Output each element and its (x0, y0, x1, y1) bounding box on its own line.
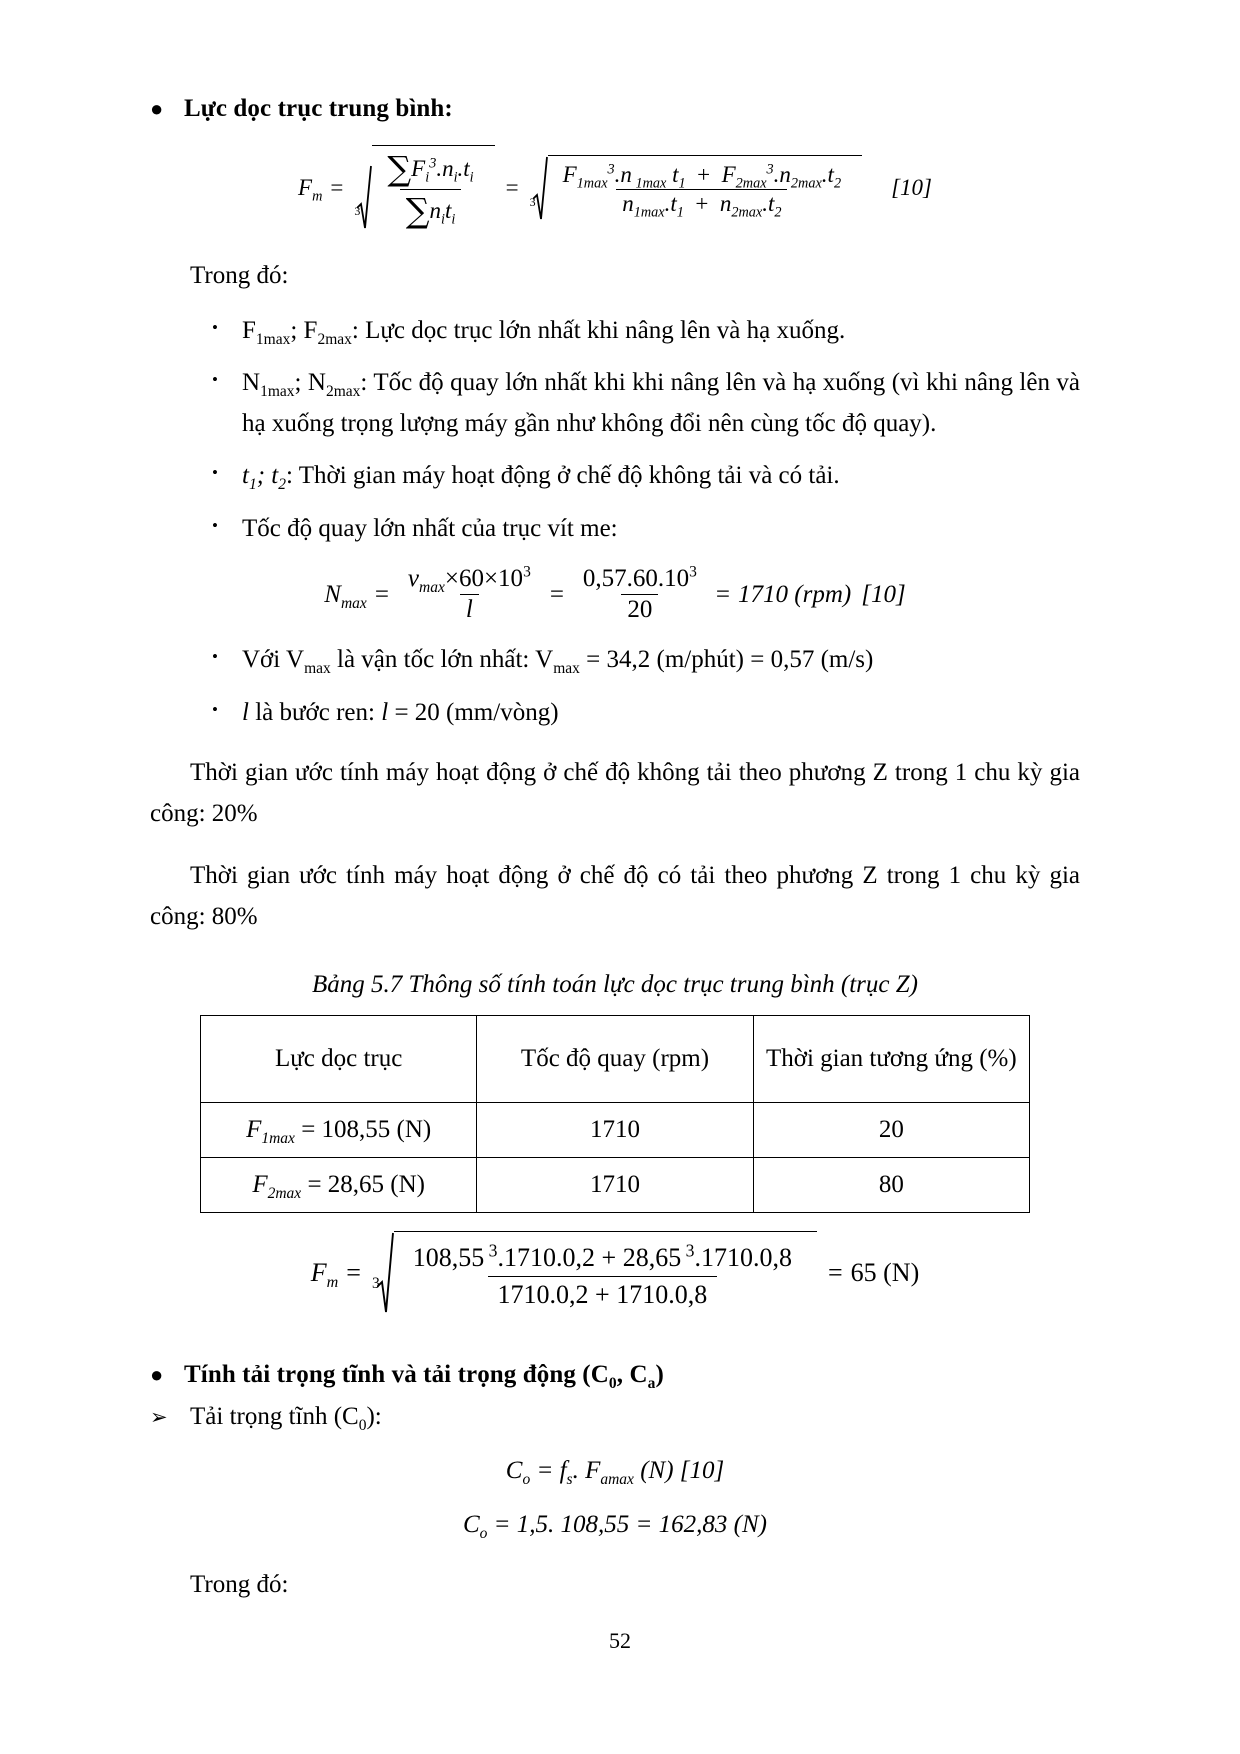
formula-nmax-result: 1710 (rpm) (738, 580, 852, 608)
definition-text-f: : Lực dọc trục lớn nhất khi nâng lên và hạ xuống. (351, 316, 846, 344)
table-header-row (201, 1016, 1030, 1103)
equals-sign-final-2: = (827, 1258, 843, 1287)
mini-bullet-icon: • (212, 699, 218, 719)
formula-fm-result-lhs: $F_m$ (310, 1258, 339, 1292)
table-cell-force-2-value: = 28,65 (N) (301, 1171, 425, 1198)
table-row (201, 1158, 1030, 1213)
table-header-force: Lực dọc trục (201, 1016, 477, 1103)
table-body (201, 1103, 1030, 1213)
formula-c0-value-text: = 1,5. 108,55 = 162,83 (N) (487, 1511, 767, 1538)
table-caption: Bảng 5.7 Thông số tính toán lực dọc trục trung bình (trục Z) (312, 971, 918, 998)
formula-fm-result (150, 1231, 1080, 1315)
table-cell-force-1-value: = 108,55 (N) (294, 1116, 432, 1143)
radical-sign-final (377, 1231, 394, 1315)
mini-bullet-icon: • (212, 463, 218, 482)
mini-bullet-icon: • (212, 515, 218, 535)
radical-cube-first (354, 145, 494, 230)
definition-item-n (150, 363, 1080, 444)
arrow-bullet-icon: ➢ (150, 1405, 168, 1429)
reference-tag-10-c0: [10] (679, 1457, 725, 1484)
definition-item-f (150, 311, 1080, 352)
mini-bullet-icon: • (212, 647, 218, 666)
formula-nmax-lhs: $N_{max}$ (324, 580, 367, 612)
definition-text-vmax: Với $V_{max}$ là vận tốc lớn nhất: $V_{max} = 34,2$ (m/phút) = 0,57 (m/s) (242, 646, 874, 677)
fraction-generic-2 (557, 161, 847, 221)
equals-sign: = (330, 174, 344, 200)
equals-sign-nmax-1: = (374, 580, 389, 608)
mini-bullet-icon: • (212, 370, 218, 389)
section-heading-label-2: Tính tải trọng tĩnh và tải trọng động ($C_0$, $C_a$) (184, 1361, 664, 1392)
definitions-list (150, 311, 1080, 550)
fraction-generic (381, 149, 479, 230)
definition-text-t: : Thời gian máy hoạt động ở chế độ không tải và có tải. (285, 462, 840, 489)
formula-fm-lhs: $F_m$ (298, 174, 323, 205)
table-header-time: Thời gian tương ứng (%) (753, 1016, 1029, 1103)
definition-text-speed: Tốc độ quay lớn nhất của trục vít me: (242, 514, 618, 542)
mini-bullet-icon: • (212, 317, 218, 337)
fraction-numerator: $\sum F_i^3.n_i.t_i$ (387, 149, 474, 188)
fraction-final (403, 1241, 802, 1310)
fraction-numerator-nmax-2: 0,57.60.10$^3$ (582, 563, 697, 592)
equals-sign-2: = (505, 174, 519, 200)
formula-c0-general: $C_o = f_s$. $F_{amax}$ (N) [10] (505, 1457, 725, 1488)
root-index-3-final: 3 (371, 1275, 380, 1293)
section-heading-luc-doc-truc (150, 95, 1080, 123)
fraction-denominator-nmax-2: 20 (621, 594, 658, 624)
table-cell-force-1: $F_{1max} = 108,55$ (N) (201, 1103, 477, 1158)
definition-symbol-t1t2: $t_1$; $t_2$ (242, 462, 286, 493)
table-cell-force-2: $F_{2max} = 28,65$ (N) (201, 1158, 477, 1213)
num-part-4: .1710.0,8 (694, 1243, 792, 1272)
radical-body-second (548, 155, 862, 221)
definition-item-vmax (150, 640, 1080, 681)
table-cell-time-2: 80 (753, 1158, 1029, 1213)
page-number: 52 (609, 1628, 631, 1653)
table-head (201, 1016, 1030, 1103)
table-cell-speed-2: 1710 (477, 1158, 753, 1213)
section-heading-tai-trong (150, 1361, 1080, 1392)
equals-sign-nmax-2: = (549, 580, 564, 608)
num-part-2: .1710.0,2 + (497, 1243, 623, 1272)
equals-sign-nmax-3: = (715, 580, 731, 608)
section-heading-label: Lực dọc trục trung bình: (184, 95, 453, 122)
equals-sign-final: = (346, 1258, 361, 1287)
radical-cube-final (372, 1231, 817, 1315)
fraction-numerator-2: $F_{1max}^3.n$ $_{1max}$ $t_1 + F_{2max}^3.n_{2max}.t_2$ (562, 161, 842, 192)
formula-fm-average (150, 145, 1080, 230)
table-cell-speed-1: 1710 (477, 1103, 753, 1158)
summation-icon: ∑ (387, 149, 412, 188)
page-content (150, 95, 1080, 1606)
definition-symbol-f1max: $F_{1max}$; $F_{2max}$ (242, 316, 352, 348)
root-index-3: 3 (354, 204, 361, 219)
fraction-denominator-2: $n_{1max}.t_1 + n_{2max}.t_2$ (616, 189, 787, 217)
fraction-numerator-nmax-1: $v_{max}\times 60\times 10^3$ (407, 563, 531, 596)
table-header-speed: Tốc độ quay (rpm) (477, 1016, 753, 1103)
fraction-denominator-final: 1710.0,2 + 1710.0,8 (488, 1276, 718, 1310)
definition-text-n: : Tốc độ quay lớn nhất khi khi nâng lên và hạ xuống (vì khi nâng lên và hạ xuống trọng lượng máy gần như không đổi nên cùng tốc độ quay). (242, 369, 1081, 437)
summation-icon: ∑ (405, 191, 430, 230)
fraction-denominator-nmax-1: l (460, 594, 479, 624)
table-axial-force-params (200, 1015, 1030, 1213)
trong-do-label-2: Trong đó: (190, 1571, 289, 1598)
formula-nmax (150, 565, 1080, 624)
definition-item-t (150, 456, 1080, 497)
paragraph-no-load-time: Thời gian ước tính máy hoạt động ở chế độ không tải theo phương Z trong 1 chu kỳ gia công: 20% (150, 759, 1080, 827)
fraction-nmax-1 (402, 565, 537, 624)
table-cell-time-1: 20 (753, 1103, 1029, 1158)
paragraph-load-time: Thời gian ước tính máy hoạt động ở chế độ có tải theo phương Z trong 1 chu kỳ gia công: 80% (150, 862, 1080, 930)
radical-body-final (394, 1231, 817, 1315)
definition-item-lead (150, 693, 1080, 734)
radical-sign-2 (533, 155, 548, 221)
definitions-list-after (150, 640, 1080, 733)
table-row (201, 1103, 1030, 1158)
definition-text-lead: l là bước ren: l = 20 (mm/vòng) (242, 698, 559, 726)
root-index-3-b: 3 (529, 194, 536, 209)
bullet-icon-2: ● (150, 1362, 164, 1387)
definition-item-speed-heading (150, 509, 1080, 550)
definition-symbol-n1max: $N_{1max}$; $N_{2max}$ (242, 369, 361, 400)
fraction-denominator: $\sum n_it_i$ (400, 189, 462, 230)
reference-tag-10: [10] (891, 174, 932, 200)
bullet-icon: ● (150, 96, 164, 121)
fraction-numerator-final: 108,55 $^3$.1710.0,2 + 28,65 $^3$.1710.0,8 (412, 1240, 792, 1272)
num-part-1: 108,55 (412, 1243, 485, 1272)
subsection-tai-trong-tinh (150, 1403, 1080, 1434)
formula-c0-value: $C_o = 1,5$. 108,55 = 162,83 (N) (462, 1511, 767, 1542)
subsection-label: Tải trọng tĩnh $(C_0)$: (190, 1403, 382, 1434)
radical-body-first (372, 145, 494, 230)
reference-tag-10-nmax: [10] (861, 580, 906, 608)
radical-cube-second (530, 155, 862, 221)
fraction-nmax-2 (577, 565, 703, 624)
num-part-3: 28,65 (622, 1243, 682, 1272)
trong-do-label: Trong đó: (190, 262, 289, 289)
formula-fm-result-value: 65 (N) (850, 1258, 920, 1287)
